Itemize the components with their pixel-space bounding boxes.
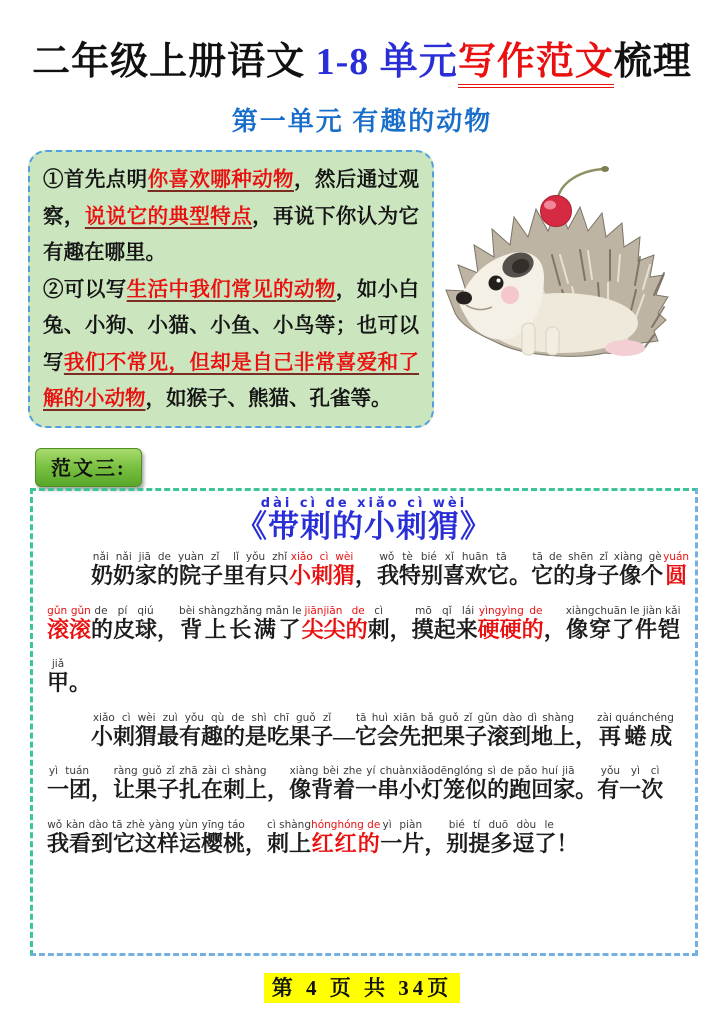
essay-segment: ，	[389, 616, 412, 642]
essay-title-pinyin: dài cì de xiǎo cì wèi	[260, 496, 468, 511]
essay-segment: 它会先把果子滚到地上tā huì xiān bǎ guǒ zǐ gǔn dào dì shàng	[355, 711, 576, 749]
title-part-red-underlined: 写作范文	[458, 41, 614, 88]
sample-essay-label: 范文三:	[35, 448, 142, 487]
essay-segment: 。	[575, 777, 598, 802]
essay-body	[47, 551, 690, 857]
essay-segment-red: 滚滚gǔn gǔn	[47, 604, 92, 642]
cherry-stem-tip	[601, 166, 609, 172]
essay-segment: ，	[575, 723, 598, 749]
essay-line	[47, 606, 681, 644]
hedgehog-eye	[489, 276, 504, 291]
essay-segment: 小刺猬最有趣的是吃果子xiǎo cì wèi zuì yǒu qù de shì chī guǒ zǐ	[91, 711, 334, 749]
hedgehog-cheek	[501, 286, 519, 304]
essay-segment: 我看到它这样运樱桃wǒ kàn dào tā zhè yàng yùn yīng táo	[47, 818, 246, 856]
tip-text: ，再说下你认为它有趣在哪里。	[43, 205, 420, 264]
essay-line	[47, 551, 690, 590]
essay-title-block	[47, 497, 681, 542]
essay-segment: ，	[355, 563, 378, 588]
essay-segment: 我特别喜欢它wǒ tè bié xǐ huān tā	[377, 551, 510, 588]
essay-segment: 有一次yǒu yì cì	[597, 765, 664, 802]
writing-tips-box	[28, 150, 434, 428]
unit-subtitle: 第一单元 有趣的动物	[231, 107, 493, 136]
essay-segment: 一片yì piàn	[380, 818, 425, 856]
tip-text: ②可以写	[43, 278, 127, 301]
cherry	[541, 196, 572, 227]
essay-line	[47, 659, 681, 697]
hedgehog-front-leg-2	[546, 327, 559, 355]
essay-segment: ！	[556, 830, 579, 856]
page-title	[0, 30, 724, 85]
tip-text: ，如小白兔、小狗、小猫、小鱼、小鸟等；也可以写	[43, 278, 420, 374]
essay-line	[47, 713, 681, 751]
essay-segment: ，	[91, 777, 114, 802]
tip-text: ，然后通过观察，	[43, 169, 420, 228]
tip-highlight-text: 生活中我们常见的动物	[126, 278, 336, 301]
title-part-blue: 1-8 单元	[315, 41, 458, 83]
hedgehog-eye-highlight	[497, 279, 501, 283]
hedgehog-front-leg-1	[522, 323, 535, 355]
tip-text: ，如猴子、熊猫、孔雀等。	[145, 388, 392, 410]
essay-segment-red: 圆yuán	[663, 551, 690, 588]
sample-essay-box	[30, 488, 698, 956]
title-part-black1: 二年级上册语文	[32, 41, 316, 83]
essay-segment: 背上长满了bèi shàngzhǎng mǎn le	[179, 604, 302, 642]
page-number-highlight: 第 4 页 共 34页	[264, 973, 461, 1003]
essay-segment: 的皮球de pí qiú	[91, 604, 158, 642]
tip-text: ①首先点明	[43, 169, 148, 191]
tip-highlight-text: 说说它的典型特点	[84, 205, 253, 228]
essay-segment: 摸起来mō qǐ lái	[411, 604, 478, 642]
essay-segment-red: 尖尖的jiānjiān de	[301, 604, 368, 642]
hedgehog-illustration-svg	[440, 155, 720, 445]
essay-segment: 它的身子像个tā de shēn zǐ xiàng gè	[531, 551, 664, 588]
essay-segment: 。	[509, 563, 532, 588]
essay-segment: ，	[157, 616, 180, 642]
title-part-black2: 梳理	[613, 41, 692, 83]
essay-segment: 一团yì tuán	[47, 765, 92, 802]
essay-segment: —	[333, 723, 356, 749]
hedgehog-nose	[456, 292, 472, 305]
essay-line	[47, 766, 681, 804]
essay-segment: 再蜷成zài quánchéng	[597, 711, 674, 749]
essay-segment: 。	[69, 670, 92, 695]
essay-segment: 奶奶家的院子里有只nǎi nǎi jiā de yuàn zǐ lǐ yǒu zhǐ	[91, 551, 290, 588]
essay-segment: 甲jiǎ	[47, 658, 70, 695]
essay-line	[47, 820, 681, 858]
cherry-highlight	[544, 201, 556, 210]
essay-segment: 像穿了件铠xiàngchuān le jiàn kǎi	[565, 604, 681, 642]
tip-paragraph	[43, 272, 419, 418]
tip-highlight-text: 我们不常见，但却是自己非常喜爱和了解的小动物	[43, 351, 420, 410]
essay-segment: 让果子扎在刺上ràng guǒ zǐ zhā zài cì shàng	[113, 765, 268, 802]
essay-segment: ，	[245, 830, 268, 856]
page-footer	[0, 972, 724, 1002]
hedgehog-back-foot	[605, 340, 645, 356]
tip-paragraph	[43, 162, 419, 272]
essay-segment-red: 小刺猬xiǎo cì wèi	[289, 551, 356, 588]
essay-segment: ，	[543, 616, 566, 642]
cherry-stem	[558, 169, 603, 197]
essay-segment: 刺cì	[367, 604, 390, 642]
essay-segment-red: 红红的hónghóng de	[311, 818, 381, 856]
essay-segment: 刺上cì shàng	[267, 818, 312, 856]
essay-segment-red: 硬硬的yìngyìng de	[477, 604, 544, 642]
essay-segment: 别提多逗了bié tí duō dòu le	[446, 818, 557, 856]
hedgehog-with-cherry-illustration	[440, 155, 720, 445]
tip-highlight-text: 你喜欢哪种动物	[147, 169, 294, 191]
essay-segment: ，	[424, 830, 447, 856]
essay-segment: ，	[267, 777, 290, 802]
essay-segment: 像背着一串小灯笼似的跑回家xiàng bèi zhe yí chuànxiǎodēnglóng sì de pǎo huí jiā	[289, 765, 576, 802]
essay-title: 《带刺的小刺猬》	[236, 509, 492, 544]
